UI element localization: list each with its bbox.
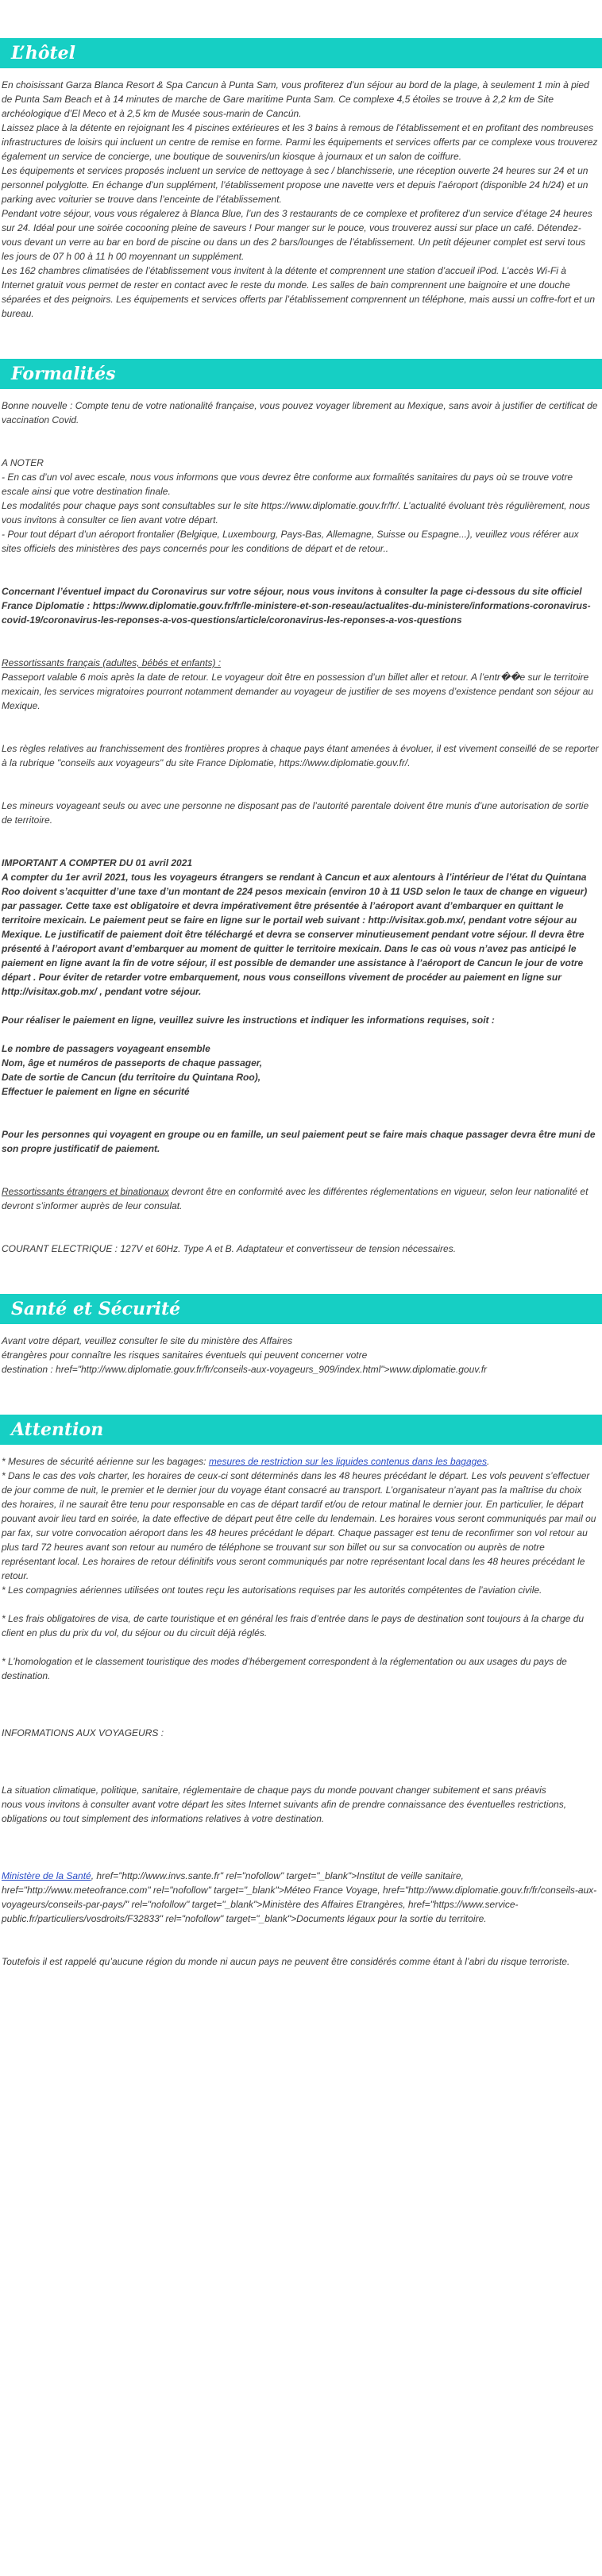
paiement-instructions: Pour réaliser le paiement en ligne, veuillez suivre les instructions et indiquer les informations requises, soit : [2,1015,495,1026]
binationaux-text: devront être en conformité avec les différentes réglementations en vigueur, selon leur nationalité et devront s’informer auprès de leur consulat. [2,1186,588,1211]
modalites-note: Les modalités pour chaque pays sont consultables sur le site https://www.diplomatie.gouv.fr/fr/. L’actualité évoluant très régulièrement, nous vous invitons à consulter ce lien avant votre départ. [2,500,590,526]
aeroport-frontalier-note: - Pour tout départ d’un aéroport frontalier (Belgique, Luxembourg, Pays-Bas, Allemagne, Suisse ou Espagne...), veuillez vous référer aux sites officiels des ministères des pays concernés pour les conditions de départ et de retour.. [2,529,579,554]
important-heading: IMPORTANT A COMPTER DU 01 avril 2021 [2,857,193,868]
compagnies-note: * Les compagnies aériennes utilisées ont toutes reçu les autorisations requises par les autorités compétentes de l’aviation civile. [2,1584,542,1596]
binationaux-label: Ressortissants étrangers et binationaux [2,1186,169,1197]
hotel-section-title: L’hôtel [0,38,602,68]
bagages-suffix: . [487,1456,490,1467]
ministere-sante-link[interactable]: Ministère de la Santé [2,1870,91,1881]
sites-links [2,1869,599,1926]
attention-section-body [0,1454,602,1969]
binationaux-note [2,1184,599,1213]
terrorisme-note: Toutefois il est rappelé qu’aucune région du monde ni aucun pays ne peuvent être considérés comme étant à l’abri du risque terroriste. [2,1956,570,1967]
horaires-note: * Dans le cas des vols charter, les horaires de ceux-ci sont déterminés dans les 48 heures précédant le départ. Les vols peuvent s’effectuer de jour comme de nuit, le premier et le dernier jour du voyage étant consacré au transport. L’organisateur n’ayant pas la maîtrise du choix des horaires, il ne saurait être tenu pour responsable en cas de départ tardif et/ou de retour matinal le dernier jour. En particulier, le départ pouvant avoir lieu tard en soirée, la date effective de départ peut être celle du lendemain. Les horaires vous seront communiqués par mail ou par fax, sur votre convocation aéroport dans les 48 heures précédant le départ. Chaque passager est tenu de reconfirmer son vol retour au plus tard 72 heures avant son retour au numéro de téléphone se trouvant sur son billet ou sur sa convocation ou auprès de notre représentant local. Les horaires de retour définitifs vous seront communiqués par notre représentant local dans les 48 heures précédant le retour. [2,1470,596,1581]
formalites-section-body [0,399,602,1256]
sante-section [0,1294,602,1377]
hotel-paragraph: Laissez place à la détente en rejoignant les 4 piscines extérieures et les 3 bains à remous de l’établissement et en profitant des nombreuses infrastructures de loisirs qui incluent un centre de remise en forme. Parmi les équipements et services offerts par ce complexe vous trouverez également un service de concierge, une boutique de souvenirs/un kiosque à journaux et un salon de coiffure. [2,122,598,162]
sante-line: destination : href="http://www.diplomatie.gouv.fr/fr/conseils-aux-voyageurs_909/index.html">www.diplomatie.gouv.fr [2,1364,488,1375]
courant-electrique-note: COURANT ELECTRIQUE : 127V et 60Hz. Type A et B. Adaptateur et convertisseur de tension nécessaires. [2,1243,457,1254]
sante-section-title: Santé et Sécurité [0,1294,602,1324]
formalites-section-title: Formalités [0,359,602,389]
ressortissants-francais-heading: Ressortissants français (adultes, bébés et enfants) : [2,657,222,668]
informations-voyageurs-heading: INFORMATIONS AUX VOYAGEURS : [2,1727,164,1739]
list-item: Nom, âge et numéros de passeports de chaque passager, [2,1057,263,1069]
bagages-note [2,1454,599,1469]
attention-section [0,1415,602,1969]
list-item: Le nombre de passagers voyageant ensemble [2,1043,210,1054]
hotel-paragraph: Les équipements et services proposés incluent un service de nettoyage à sec / blanchisserie, une réception ouverte 24 heures sur 24 et un personnel polyglotte. En échange d’un supplément, l’établissement propose une navette vers et depuis l’aéroport (disponible 24 h/24) et un parking avec voiturier se trouve dans l’enceinte de l’établissement. [2,165,588,205]
a-noter-heading: A NOTER [2,457,44,468]
hotel-paragraph: En choisissant Garza Blanca Resort & Spa Cancun à Punta Sam, vous profiterez d’un séjour au bord de la plage, à seulement 1 min à pied de Punta Sam Beach et à 14 minutes de marche de Gare maritime Punta Sam. Ce complexe 4,5 étoiles se trouve à 2,2 km de Site archéologique d’El Meco et à 2,5 km de Musée sous-marin de Cancún. [2,79,589,119]
hotel-section-body [0,78,602,321]
situation-note: La situation climatique, politique, sanitaire, réglementaire de chaque pays du monde pouvant changer subitement et sans préavis [2,1785,546,1796]
covid-free-travel-note: Bonne nouvelle : Compte tenu de votre nationalité française, vous pouvez voyager librement au Mexique, sans avoir à justifier de certificat de vaccination Covid. [2,400,598,425]
list-item: Effectuer le paiement en ligne en sécurité [2,1086,190,1097]
list-item: Date de sortie de Cancun (du territoire du Quintana Roo), [2,1072,261,1083]
invitons-note: nous vous invitons à consulter avant votre départ les sites Internet suivants afin de prendre connaissance des éventuelles restrictions, obligations ou tout simplement des informations relatives à votre destination. [2,1799,567,1824]
sante-section-body [0,1334,602,1377]
coronavirus-note: Concernant l’éventuel impact du Coronavirus sur votre séjour, nous vous invitons à consulter la page ci-dessous du site officiel France Diplomatie : https://www.diplomatie.gouv.fr/fr/le-ministere-et-son-reseau/actualites-du-ministere/informations-coronavirus-covid-19/coronavirus-les-reponses-a-vos-questions/article/coronavirus-les-reponses-a-vos-questions [2,586,591,626]
regles-frontieres-note: Les règles relatives au franchissement des frontières propres à chaque pays étant amenées à évoluer, il est vivement conseillé de se reporter à la rubrique "conseils aux voyageurs" du site France Diplomatie, https://www.diplomatie.gouv.fr/. [2,743,599,768]
mineurs-note: Les mineurs voyageant seuls ou avec une personne ne disposant pas de l’autorité parentale doivent être munis d’une autorisation de sortie de territoire. [2,800,589,826]
homologation-note: * L’homologation et le classement touristique des modes d’hébergement correspondent à la réglementation ou aux usages du pays de destination. [2,1656,567,1681]
groupe-note: Pour les personnes qui voyagent en groupe ou en famille, un seul paiement peut se faire mais chaque passager devra être muni de son propre justificatif de paiement. [2,1129,596,1154]
visitax-note: A compter du 1er avril 2021, tous les voyageurs étrangers se rendant à Cancun et aux alentours à l’intérieur de l’état du Quintana Roo doivent s’acquitter d’une taxe d’un montant de 224 pesos mexicain (environ 10 à 11 USD selon le taux de change en vigueur) par passager. Cette taxe est obligatoire et devra impérativement être présentée à l’aéroport avant d’embarquer en quittant le territoire mexicain. Le paiement peut se faire en ligne sur le portail web suivant : http://visitax.gob.mx/, pendant votre séjour au Mexique. Le justificatif de paiement doit être téléchargé et devra se conserver minutieusement pendant votre séjour. Il devra être présenté à l’aéroport avant d’embarquer au moment de quitter le territoire mexicain. Dans le cas où vous n’avez pas anticipé le paiement en ligne avant la fin de votre séjour, il est possible de demander une assistance à l’aéroport de Cancun le jour de votre départ . Pour éviter de retarder votre embarquement, nous vous conseillons vivement de procéder au paiement en ligne sur http://visitax.gob.mx/ , pendant votre séjour. [2,872,588,997]
sante-line: étrangères pour connaître les risques sanitaires éventuels qui peuvent concerner votre [2,1350,368,1361]
sante-line: Avant votre départ, veuillez consulter le site du ministère des Affaires [2,1335,293,1346]
liquides-restriction-link[interactable]: mesures de restriction sur les liquides contenus dans les bagages [208,1456,488,1467]
ressortissants-francais-text: Passeport valable 6 mois après la date de retour. Le voyageur doit être en possession d’un billet aller et retour. A l’entr��e sur le territoire mexicain, les services migratoires pourront notamment demander au voyageur de justifier de ses moyens d’existence pendant son séjour au Mexique. [2,672,594,711]
attention-section-title: Attention [0,1415,602,1445]
page [0,38,602,1988]
hotel-section [0,38,602,321]
escale-note: - En cas d’un vol avec escale, nous vous informons que vous devrez être conforme aux formalités sanitaires du pays où se trouve votre escale ainsi que votre destination finale. [2,472,573,497]
formalites-section [0,359,602,1256]
sites-links-text: , href="http://www.invs.sante.fr" rel="nofollow" target="_blank">Institut de veille sanitaire, href="http://www.meteofrance.com" rel="nofollow" target="_blank">Méteo France Voyage, href="http://www.diplomatie.gouv.fr/fr/conseils-aux-voyageurs/conseils-par-pays/" rel="nofollow" target="_blank">Ministère des Affaires Etrangères, href="https://www.service-public.fr/particuliers/vosdroits/F32833" rel="nofollow" target="_blank">Documents légaux pour la sortie du territoire. [2,1870,597,1924]
hotel-paragraph: Les 162 chambres climatisées de l’établissement vous invitent à la détente et comprennent une station d’accueil iPod. L’accès Wi-Fi à Internet gratuit vous permet de rester en contact avec le reste du monde. Les salles de bain comprennent une baignoire et une douche séparées et des peignoirs. Les équipements et services offerts par l’établissement comprennent un téléphone, mais aussi un coffre-fort et un bureau. [2,265,596,319]
hotel-paragraph: Pendant votre séjour, vous vous régalerez à Blanca Blue, l’un des 3 restaurants de ce complexe et profiterez d’un service d’étage 24 heures sur 24. Idéal pour une soirée cocooning pleine de saveurs ! Pour manger sur le pouce, vous trouverez aussi sur place un café. Détendez-vous devant un verre au bar en bord de piscine ou dans un des 2 bars/lounges de l’établissement. Un petit déjeuner complet est servi tous les jours de 07 h 00 à 11 h 00 moyennant un supplément. [2,208,592,262]
frais-note: * Les frais obligatoires de visa, de carte touristique et en général les frais d’entrée dans le pays de destination sont toujours à la charge du client en plus du prix du vol, du séjour ou du circuit déjà réglés. [2,1613,585,1638]
bagages-prefix: * Mesures de sécurité aérienne sur les bagages: [2,1456,209,1467]
